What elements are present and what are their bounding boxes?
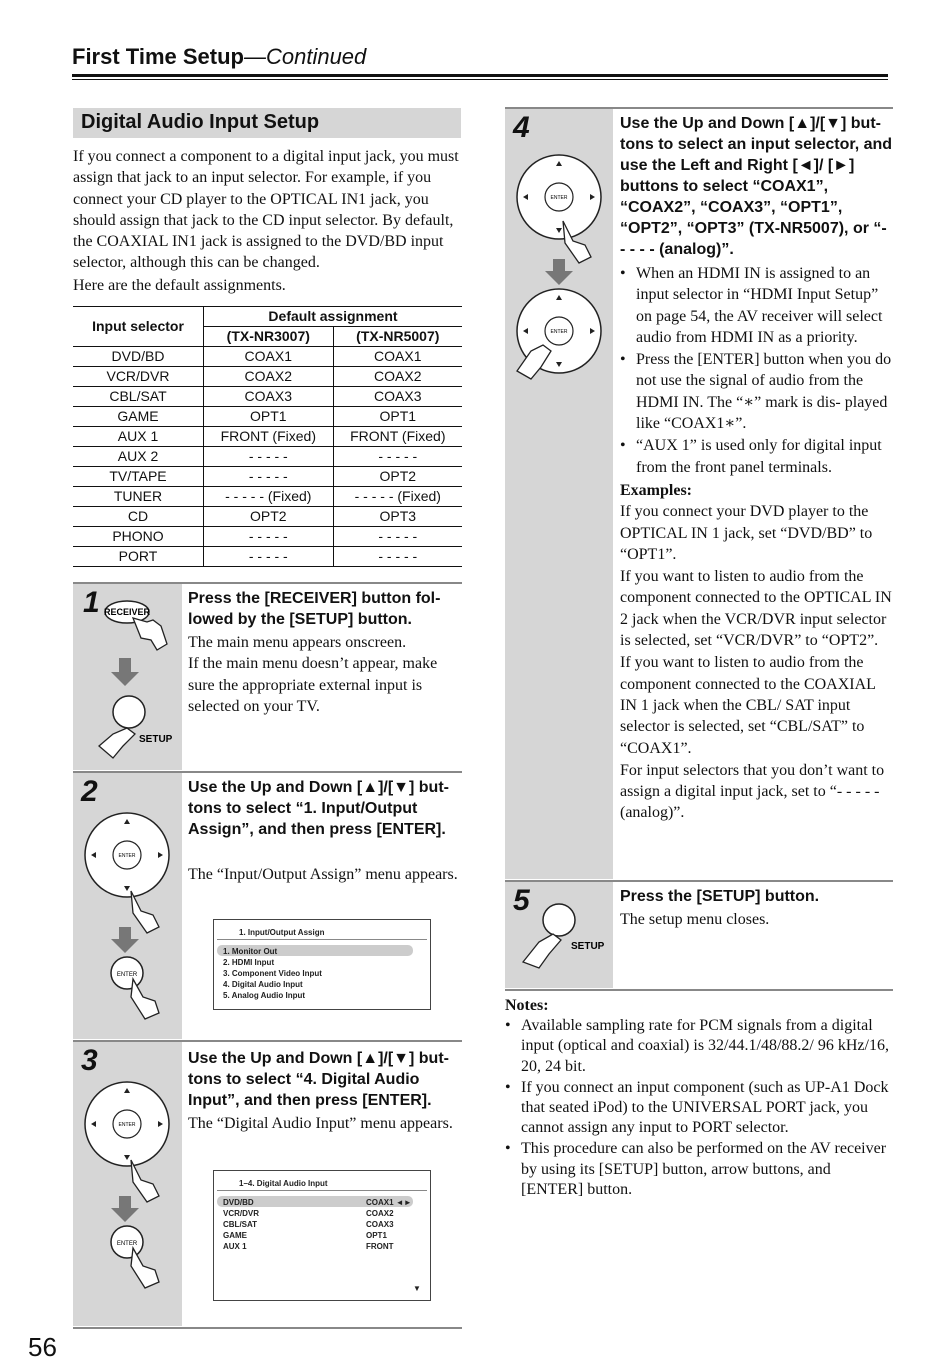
step-4-body [620, 263, 893, 825]
menu-row-label: DVD/BD [223, 1198, 254, 1207]
table-cell-assignment: OPT1 [333, 407, 462, 427]
arrow-down-icon [111, 927, 139, 953]
menu-row [223, 1208, 413, 1219]
step-2-body: The “Input/Output Assign” menu appears. [188, 866, 458, 883]
table-cell-assignment: COAX2 [204, 367, 334, 387]
table-cell-assignment: FRONT (Fixed) [333, 427, 462, 447]
menu-title: 1. Input/Output Assign [239, 928, 325, 937]
table-cell-selector: VCR/DVR [73, 367, 204, 387]
enter-label: ENTER [118, 853, 136, 859]
table-header-model-b: (TX-NR5007) [333, 327, 462, 347]
enter-label: ENTER [116, 972, 138, 978]
arrow-down-icon [111, 1196, 139, 1222]
examples-label: Examples: [620, 481, 692, 499]
page-title: First Time Setup [72, 44, 244, 69]
table-cell-selector: GAME [73, 407, 204, 427]
hand-icon [523, 934, 561, 968]
table-cell-assignment: COAX1 [333, 347, 462, 367]
setup-button-icon [113, 696, 145, 728]
table-row [73, 467, 462, 487]
example-paragraph: If you want to listen to audio from the component connected to the OPTICAL IN 2 jack when the VCR/DVR input selector is selected, set “VCR/DVR” to “OPT2”. [620, 568, 892, 650]
table-cell-selector: PORT [73, 547, 204, 567]
menu-item: 2. HDMI Input [223, 958, 275, 967]
arrow-down-icon [545, 259, 573, 285]
table-row [73, 387, 462, 407]
step-1-text-2: If the main menu doesn’t appear, make sure the appropriate external input is selected on your TV. [188, 655, 438, 715]
menu-list [223, 946, 322, 1001]
page-title-continued: —Continued [243, 44, 367, 69]
step-3-number: 3 [81, 1044, 98, 1077]
table-cell-assignment: OPT3 [333, 507, 462, 527]
page-number: 56 [28, 1332, 57, 1362]
table-cell-selector: PHONO [73, 527, 204, 547]
table-row [73, 347, 462, 367]
table-cell-assignment: COAX3 [204, 387, 334, 407]
table-header-selector: Input selector [73, 307, 204, 347]
step-4-number: 4 [513, 111, 530, 144]
menu-row-label: GAME [223, 1231, 247, 1240]
table-cell-selector: DVD/BD [73, 347, 204, 367]
table-cell-assignment: - - - - - [333, 547, 462, 567]
step-1-body [188, 632, 462, 717]
table-header-model-a: (TX-NR3007) [204, 327, 334, 347]
hand-icon [131, 979, 159, 1019]
table-cell-selector: CD [73, 507, 204, 527]
menu-item: 4. Digital Audio Input [223, 980, 303, 989]
step-2 [73, 773, 462, 1039]
bullet-item: • Press the [ENTER] button when you do not use the signal of audio from the HDMI IN. The “∗” mark is dis- played like “COAX1∗”. [620, 349, 893, 434]
enter-label: ENTER [116, 1241, 138, 1247]
intro-paragraph: If you connect a component to a digital input jack, you must assign that jack to an input selector. For example, if you connect your CD player to the OPTICAL IN1 jack, you should assign that jack to the CD input selector. By default, the COAXIAL IN1 jack is assigned to the DVD/BD input selector, although this can be changed. [73, 148, 459, 272]
menu-row-value: COAX2 [366, 1209, 394, 1218]
table-cell-selector: AUX 2 [73, 447, 204, 467]
step-3-body: The “Digital Audio Input” menu appears. [188, 1115, 453, 1132]
menu-row-value: COAX1 ◄► [366, 1198, 412, 1207]
step-3 [73, 1042, 462, 1326]
table-row [73, 367, 462, 387]
note-item: • Available sampling rate for PCM signals from a digital input (optical and coaxial) is 32/44.1/48/88.2/ 96 kHz/16, 20, 24 bit. [505, 1016, 890, 1077]
table-cell-assignment: OPT1 [204, 407, 334, 427]
section-title-bar [73, 108, 461, 138]
table-cell-assignment: FRONT (Fixed) [204, 427, 334, 447]
step-5-number: 5 [513, 884, 530, 917]
table-cell-assignment: OPT2 [333, 467, 462, 487]
menu-list [223, 1197, 413, 1252]
table-cell-assignment: COAX2 [333, 367, 462, 387]
table-cell-assignment: - - - - - [204, 527, 334, 547]
enter-label: ENTER [118, 1122, 136, 1128]
menu-item: 3. Component Video Input [223, 969, 322, 978]
step-5-body: The setup menu closes. [620, 911, 770, 928]
table-cell-selector: CBL/SAT [73, 387, 204, 407]
table-cell-assignment: COAX3 [333, 387, 462, 407]
table-row [73, 447, 462, 467]
divider [505, 989, 893, 991]
bullet-item: • “AUX 1” is used only for digital input from the front panel terminals. [620, 435, 893, 478]
table-row [73, 527, 462, 547]
table-cell-assignment: - - - - - (Fixed) [333, 487, 462, 507]
table-row [73, 547, 462, 567]
enter-label: ENTER [550, 329, 568, 335]
setup-button-icon [543, 904, 575, 936]
note-item: • If you connect an input component (such as UP-A1 Dock that seated iPod) to the UNIVERSAL PORT jack, you cannot assign any input to PORT selector. [505, 1078, 890, 1139]
setup-button-label: SETUP [571, 941, 605, 952]
menu-row-value: FRONT [366, 1242, 394, 1251]
setup-button-illustration [519, 902, 613, 982]
enter-label: ENTER [550, 195, 568, 201]
table-row [73, 407, 462, 427]
step-1-number: 1 [83, 586, 100, 619]
hand-icon [131, 1160, 159, 1202]
menu-row-value: OPT1 [366, 1231, 387, 1240]
step-4 [505, 109, 893, 879]
hand-icon [131, 1248, 159, 1288]
section-title: Digital Audio Input Setup [81, 111, 320, 133]
menu-row [223, 1230, 413, 1241]
divider [73, 1327, 462, 1329]
io-assign-menu-screen [213, 919, 431, 1011]
dpad-illustration [513, 151, 613, 411]
hand-icon [133, 618, 167, 650]
table-cell-assignment: - - - - - [204, 467, 334, 487]
menu-row-label: VCR/DVR [223, 1209, 260, 1218]
table-cell-assignment: - - - - - [204, 547, 334, 567]
receiver-setup-illustration [93, 594, 183, 764]
table-cell-selector: TV/TAPE [73, 467, 204, 487]
example-paragraph: If you want to listen to audio from the component connected to the COAXIAL IN 1 jack when the CBL/ SAT input selector is selected, set “CBL/SAT” to “COAX1”. [620, 654, 876, 757]
menu-item: 5. Analog Audio Input [223, 991, 306, 1000]
table-cell-assignment: - - - - - [333, 447, 462, 467]
arrow-down-icon [111, 658, 139, 686]
example-paragraph: For input selectors that you don’t want to assign a digital input jack, set to “- - - - - (analog)”. [620, 761, 885, 822]
step-4-bullets [620, 263, 893, 478]
table-row [73, 487, 462, 507]
table-cell-assignment: COAX1 [204, 347, 334, 367]
menu-row [223, 1197, 413, 1208]
default-assignment-table [73, 306, 462, 567]
example-paragraph: If you connect your DVD player to the OPTICAL IN 1 jack, set “DVD/BD” to “OPT1”. [620, 503, 873, 563]
table-cell-assignment: - - - - - [333, 527, 462, 547]
table-row [73, 427, 462, 447]
step-4-heading: Use the Up and Down [▲]/[▼] but- tons to select an input selector, and use the Left and Right [◄]/ [►] buttons to select “COAX1”, “COAX2”, “COAX3”, “OPT1”, “OPT2”, “OPT3” (TX-NR5007), or “- - - - - (analog)”. [620, 115, 893, 258]
table-cell-selector: AUX 1 [73, 427, 204, 447]
menu-row [223, 1241, 413, 1252]
menu-title: 1–4. Digital Audio Input [239, 1179, 328, 1188]
menu-item: 1. Monitor Out [223, 947, 278, 956]
menu-row-label: CBL/SAT [223, 1220, 258, 1229]
bullet-item: • When an HDMI IN is assigned to an input selector in “HDMI Input Setup” on page 54, the AV receiver will select audio from HDMI IN as a priority. [620, 263, 893, 348]
step-1-text: The main menu appears onscreen. [188, 634, 407, 651]
table-header-default: Default assignment [204, 307, 463, 327]
scroll-down-icon: ▼ [413, 1284, 421, 1293]
notes-list [505, 1016, 890, 1200]
menu-row [223, 1219, 413, 1230]
table-cell-assignment: - - - - - [204, 447, 334, 467]
dpad-enter-illustration [81, 1078, 181, 1308]
step-5 [505, 882, 893, 988]
intro-paragraph-2: Here are the default assignments. [73, 277, 286, 294]
setup-button-label: SETUP [139, 734, 173, 745]
dpad-enter-illustration [81, 809, 181, 1029]
note-item: • This procedure can also be performed on the AV receiver by using its [SETUP] button, arrow buttons, and [ENTER] button. [505, 1139, 890, 1200]
step-2-heading: Use the Up and Down [▲]/[▼] but- tons to select “1. Input/Output Assign”, and then press [ENTER]. [188, 779, 449, 838]
table-cell-assignment: OPT2 [204, 507, 334, 527]
step-2-number: 2 [81, 775, 98, 808]
examples-list [620, 501, 893, 823]
step-5-heading: Press the [SETUP] button. [620, 888, 820, 905]
header-rule [72, 74, 888, 80]
menu-row-label: AUX 1 [223, 1242, 247, 1251]
step-3-heading: Use the Up and Down [▲]/[▼] but- tons to select “4. Digital Audio Input”, and then press [ENTER]. [188, 1050, 449, 1109]
table-row [73, 507, 462, 527]
hand-icon [99, 728, 135, 758]
table-cell-assignment: - - - - - (Fixed) [204, 487, 334, 507]
step-1 [73, 584, 462, 770]
receiver-button-label: RECEIVER [103, 607, 151, 617]
notes-section [505, 996, 890, 1201]
notes-label: Notes: [505, 997, 549, 1014]
table-cell-selector: TUNER [73, 487, 204, 507]
digital-audio-input-menu-screen [213, 1170, 431, 1302]
page-header [72, 44, 888, 70]
hand-icon [131, 891, 159, 933]
step-1-heading: Press the [RECEIVER] button fol- lowed by the [SETUP] button. [188, 590, 441, 628]
menu-row-value: COAX3 [366, 1220, 394, 1229]
